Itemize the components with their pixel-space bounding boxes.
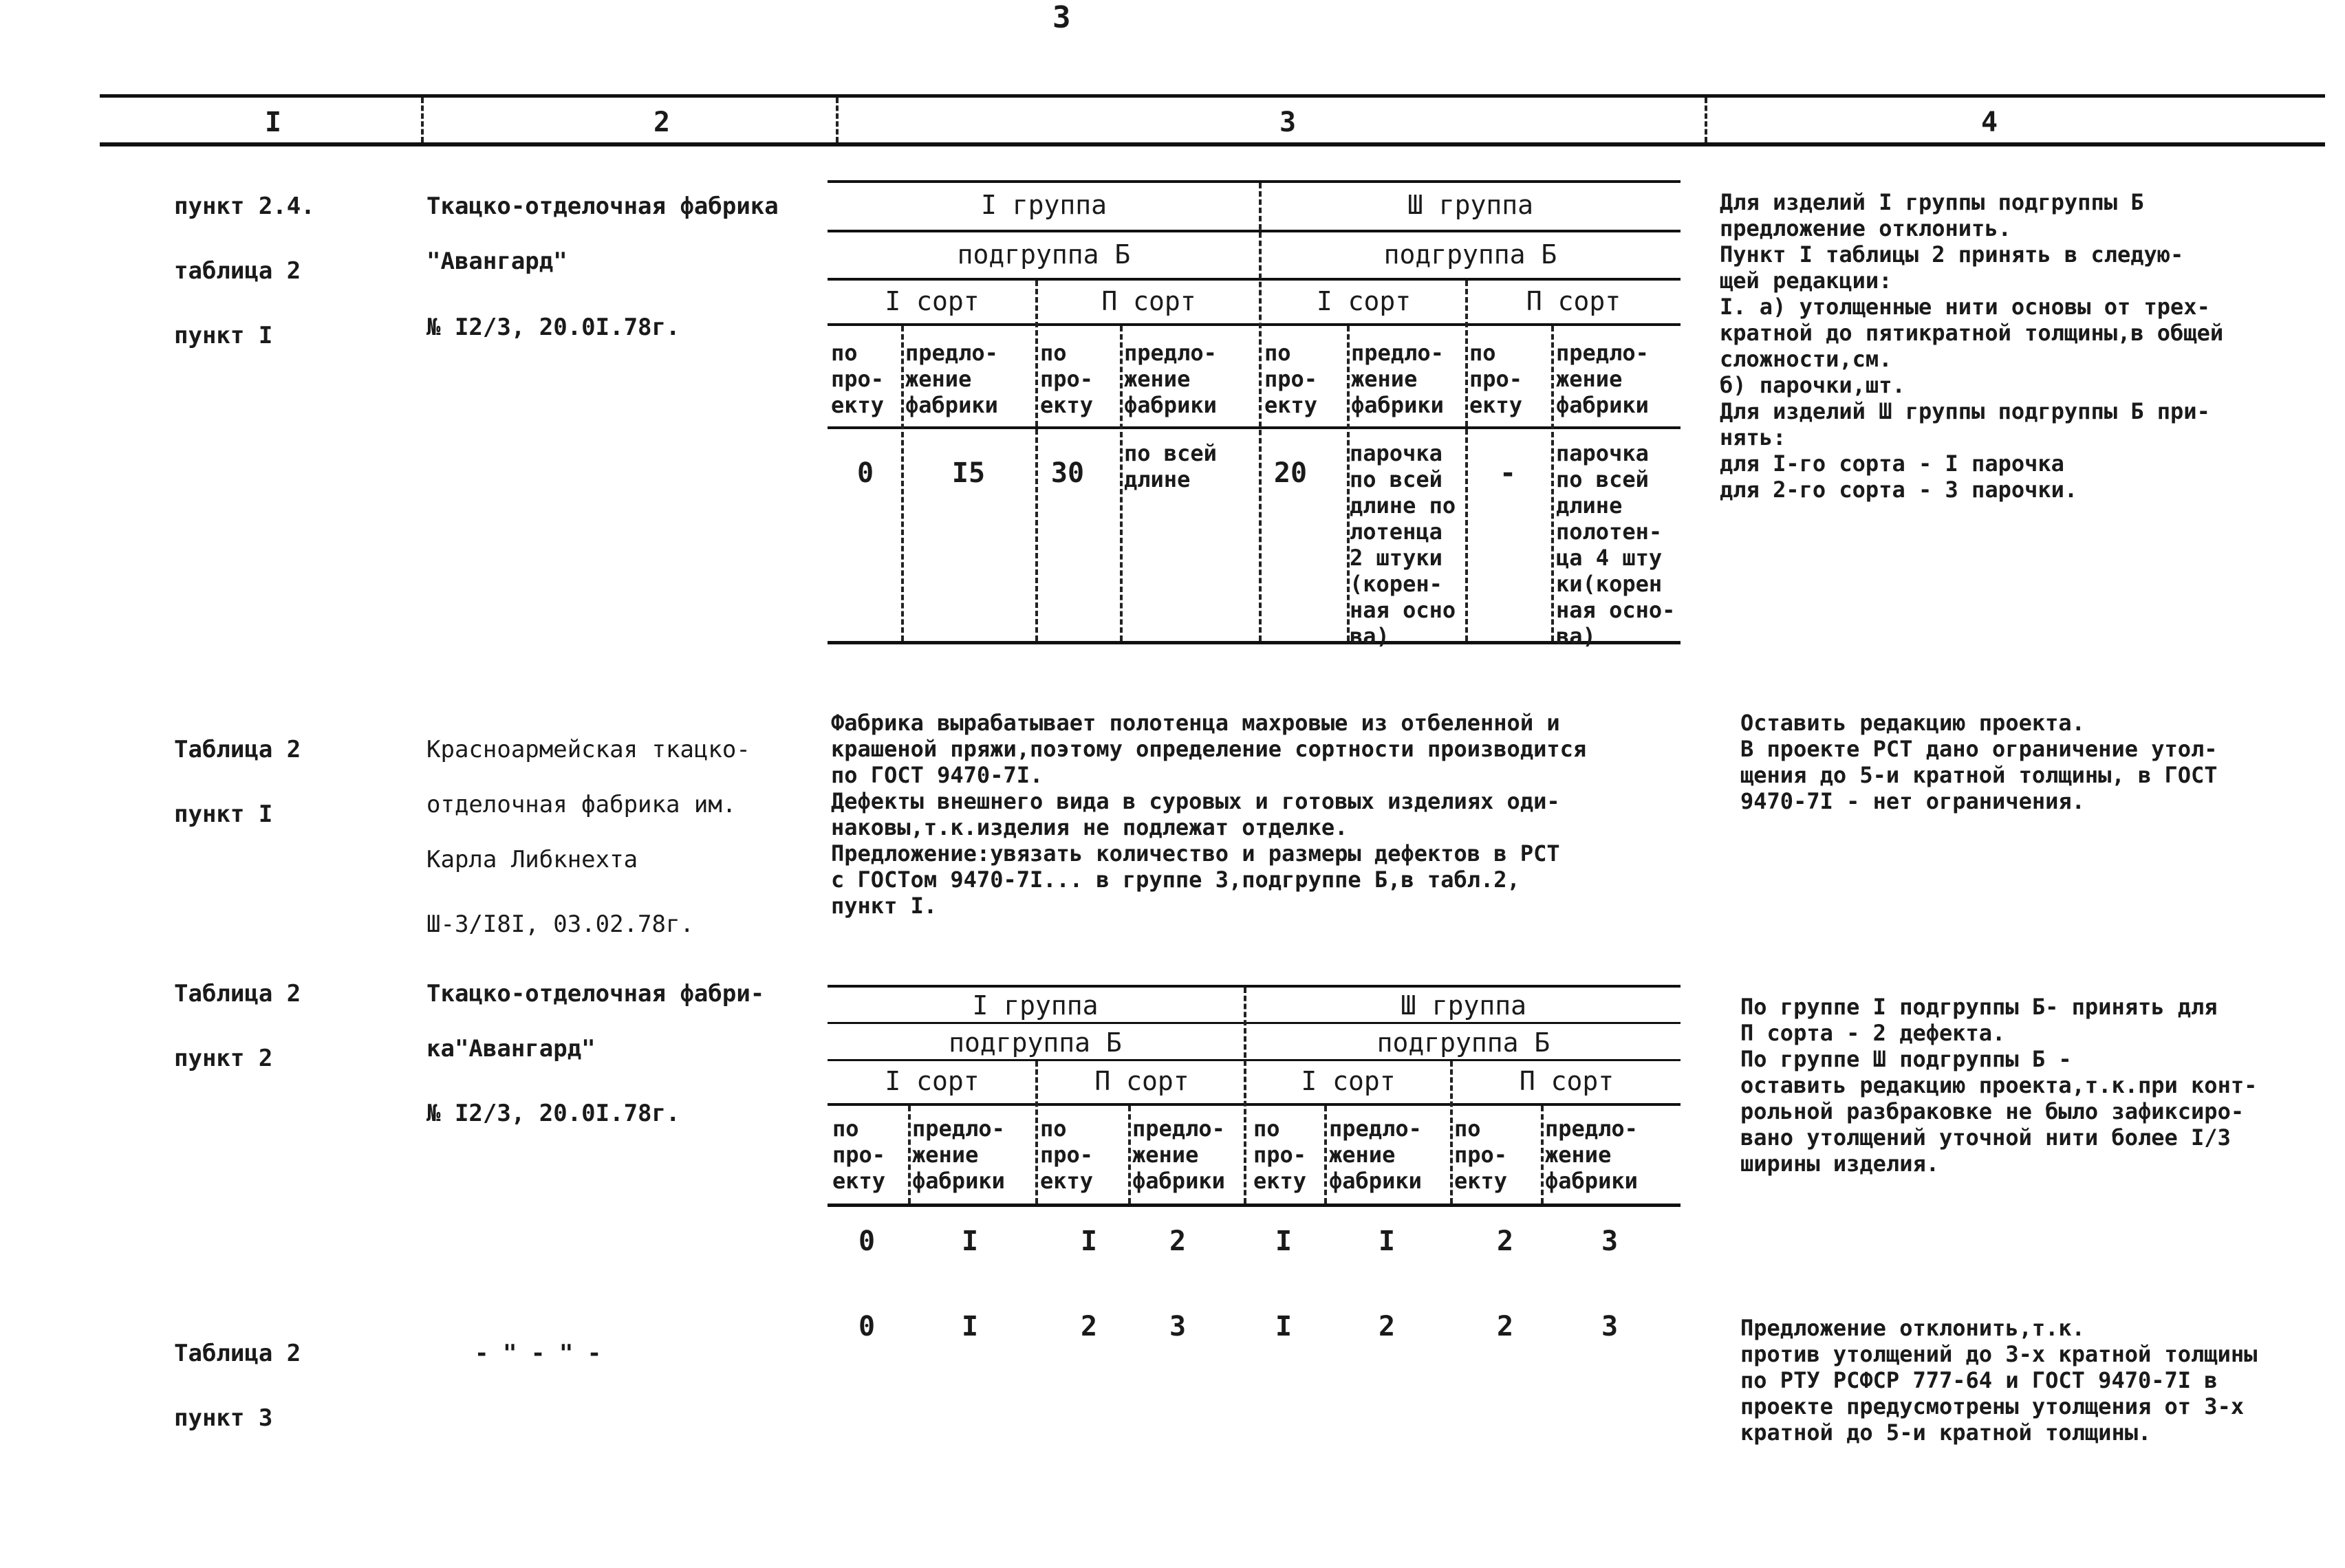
header-top-rule (100, 94, 2325, 98)
col-factory: предло- жение фабрики (1556, 340, 1649, 418)
row-ref (174, 165, 315, 377)
ref-line: пункт 2 (174, 1045, 273, 1072)
subgroup-label: подгруппа Б (1383, 239, 1557, 270)
col-by-project: по про- екту (1040, 340, 1094, 418)
table-value: I (1378, 1226, 1396, 1257)
col-factory: предло- жение фабрики (912, 1115, 1005, 1194)
sort-label: П сорт (1519, 1066, 1614, 1096)
table-rule (828, 1059, 1681, 1061)
row-org (426, 952, 764, 1155)
sort-label: I сорт (885, 286, 980, 316)
sort-label: I сорт (1301, 1066, 1396, 1096)
table-value: I (961, 1226, 979, 1257)
table-rule (828, 641, 1681, 644)
row-ref (174, 952, 301, 1100)
table-value: 20 (1273, 457, 1308, 489)
org-line: Ткацко-отделочная фабри- (426, 980, 765, 1008)
org-line: ка"Авангард" (426, 1035, 596, 1063)
table-divider (1324, 1106, 1327, 1204)
org-line: Ткацко-отделочная фабрика (426, 193, 779, 220)
table-value: 30 (1050, 457, 1085, 489)
row-ref (174, 1312, 301, 1459)
row-value: 2 (1378, 1311, 1396, 1342)
table-value: парочка по всей длине полотен- ца 4 шту ки(корен ная осно- ва) (1556, 440, 1676, 649)
row-body: Фабрика вырабатывает полотенца махровые из отбеленной и крашеной пряжи,поэтому определение сортности производится по ГОСТ 9470-7I. Дефекты внешнего вида в суровых и готовых изделиях оди- наковы,т.к.изделия не подлежат отделке. Предложение:увязать количество и размеры дефектов в РСТ с ГОСТом 9470-7I... в группе 3,подгруппе Б,в табл.2, пункт I. (831, 710, 1587, 919)
header-divider (836, 98, 839, 142)
row-value: 2 (1080, 1311, 1098, 1342)
sort-label: П сорт (1526, 286, 1621, 316)
table-value: - (1499, 457, 1517, 489)
subgroup-label: подгруппа Б (949, 1027, 1122, 1058)
table-divider (1259, 183, 1262, 641)
sort-label: П сорт (1094, 1066, 1189, 1096)
row-note: Оставить редакцию проекта. В проекте РСТ дано ограничение утол- щения до 5-и кратной толщины, в ГОСТ 9470-7I - нет ограничения. (1740, 710, 2218, 814)
col-by-project: по про- екту (831, 340, 885, 418)
table-divider (1551, 326, 1554, 641)
ref-line: пункт I (174, 322, 273, 349)
table-rule (828, 230, 1681, 232)
org-line: - " - " - (475, 1340, 602, 1367)
table-rule (828, 1022, 1681, 1024)
ref-line: Таблица 2 (174, 736, 301, 763)
row-org (475, 1312, 601, 1395)
org-line: Красноармейская ткацко- (426, 736, 750, 763)
row-ref (174, 708, 301, 856)
table-divider (908, 1106, 911, 1204)
sort-label: П сорт (1101, 286, 1196, 316)
table-divider (1541, 1106, 1544, 1204)
table-rule (828, 1204, 1681, 1207)
column-header-3: 3 (1279, 107, 1297, 138)
ref-line: таблица 2 (174, 257, 301, 285)
col-factory: предло- жение фабрики (1124, 340, 1217, 418)
subgroup-label: подгруппа Б (957, 239, 1131, 270)
row-note: Для изделий I группы подгруппы Б предложение отклонить. Пункт I таблицы 2 принять в следую- щей редакции: I. а) утолщенные нити основы от трех- кратной до пятикратной толщины,в общей сложности,см. б) парочки,шт. Для изделий Ш группы подгруппы Б при- нять: для I-го сорта - I парочка для 2-го сорта - 3 парочки. (1720, 189, 2224, 503)
table-rule (828, 180, 1681, 183)
col-by-project: по про- екту (1264, 340, 1318, 418)
row-org (426, 708, 750, 966)
col-by-project: по про- екту (1253, 1115, 1307, 1194)
row-value: 3 (1601, 1311, 1619, 1342)
org-line: № I2/3, 20.0I.78г. (426, 314, 680, 341)
group-label: Ш группа (1400, 990, 1527, 1021)
group-label: I группа (980, 190, 1107, 220)
col-by-project: по про- екту (1454, 1115, 1508, 1194)
ref-line: пункт 3 (174, 1404, 273, 1432)
table-divider (1035, 281, 1038, 641)
org-line: Ш-3/I8I, 03.02.78г. (426, 911, 694, 938)
column-header-2: 2 (653, 107, 671, 138)
table-value: 3 (1601, 1226, 1619, 1257)
table-value: 0 (858, 1226, 876, 1257)
table-divider (1035, 1061, 1038, 1204)
ref-line: Таблица 2 (174, 980, 301, 1008)
ref-line: пункт I (174, 801, 273, 828)
header-divider (421, 98, 424, 142)
row-value: 3 (1169, 1311, 1187, 1342)
table-divider (1128, 1106, 1131, 1204)
table-divider (1450, 1061, 1453, 1204)
sort-label: I сорт (885, 1066, 980, 1096)
org-line: № I2/3, 20.0I.78г. (426, 1100, 680, 1127)
row-value: I (961, 1311, 979, 1342)
header-divider (1705, 98, 1707, 142)
org-line: Карла Либкнехта (426, 846, 638, 873)
org-line: отделочная фабрика им. (426, 791, 737, 818)
row-org (426, 165, 779, 369)
table-value: I (1080, 1226, 1098, 1257)
sort-label: I сорт (1316, 286, 1412, 316)
page-number: 3 (1052, 0, 1071, 35)
ref-line: Таблица 2 (174, 1340, 301, 1367)
row-value: 0 (858, 1311, 876, 1342)
table-value: 2 (1169, 1226, 1187, 1257)
table-value: парочка по всей длине по лотенца 2 штуки (корен- ная осно ва) (1350, 440, 1456, 649)
group-label: Ш группа (1407, 190, 1534, 220)
col-factory: предло- жение фабрики (1351, 340, 1444, 418)
table-rule (828, 278, 1681, 281)
table-divider (1465, 281, 1468, 641)
subgroup-label: подгруппа Б (1376, 1027, 1550, 1058)
org-line: "Авангард" (426, 248, 568, 275)
table-rule (828, 985, 1681, 988)
table-rule (828, 1103, 1681, 1106)
col-by-project: по про- екту (1040, 1115, 1094, 1194)
column-header-4: 4 (1981, 107, 1998, 138)
row-note: По группе I подгруппы Б- принять для П сорта - 2 дефекта. По группе Ш подгруппы Б - оставить редакцию проекта,т.к.при конт- рольной разбраковке не было зафиксиро- вано утолщений уточной нити более I/3 ширины изделия. (1740, 994, 2258, 1177)
table-value: по всей длине (1124, 440, 1217, 492)
col-factory: предло- жение фабрики (1545, 1115, 1638, 1194)
row-note: Предложение отклонить,т.к. против утолщений до 3-х кратной толщины по РТУ РСФСР 777-64 и ГОСТ 9470-7I в проекте предусмотрены утолщения от 3-х кратной до 5-и кратной толщины. (1740, 1315, 2258, 1446)
ref-line: пункт 2.4. (174, 193, 315, 220)
table-divider (901, 326, 904, 641)
table-divider (1120, 326, 1123, 641)
col-factory: предло- жение фабрики (1132, 1115, 1225, 1194)
column-header-1: I (265, 107, 282, 138)
col-by-project: по про- екту (1469, 340, 1523, 418)
table-value: I (1275, 1226, 1293, 1257)
group-label: I группа (972, 990, 1099, 1021)
col-by-project: по про- екту (832, 1115, 886, 1194)
table-value: 0 (856, 457, 874, 489)
col-factory: предло- жение фабрики (905, 340, 998, 418)
table-value: I5 (951, 457, 986, 489)
header-bottom-rule (100, 142, 2325, 146)
col-factory: предло- жение фабрики (1329, 1115, 1422, 1194)
row-value: I (1275, 1311, 1293, 1342)
table-value: 2 (1496, 1226, 1514, 1257)
row-value: 2 (1496, 1311, 1514, 1342)
